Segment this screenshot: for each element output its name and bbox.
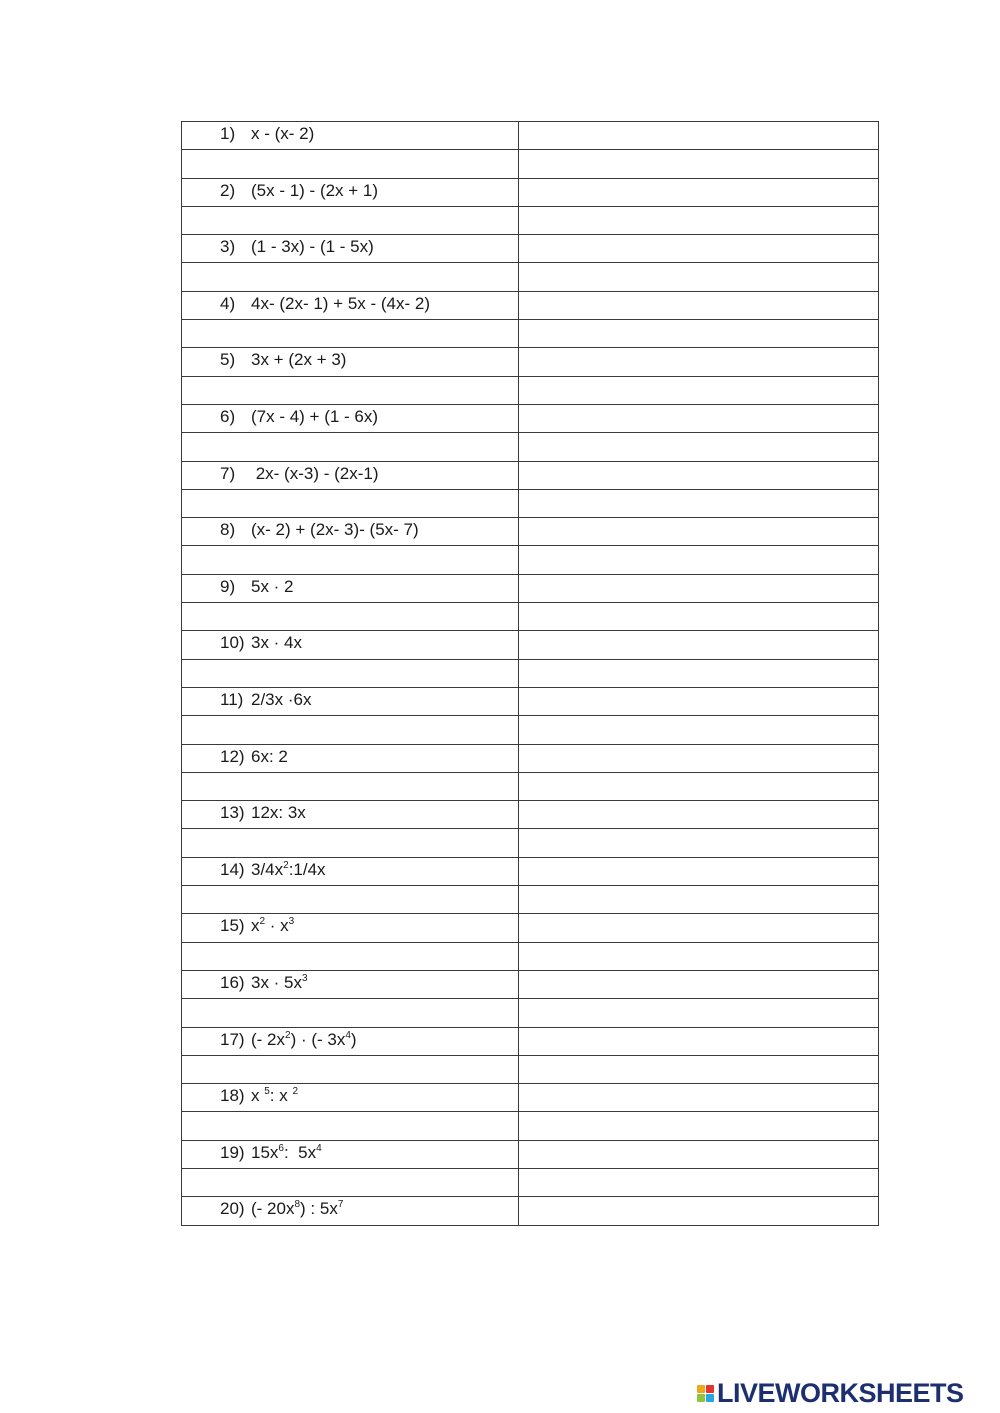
blank-cell[interactable] — [519, 886, 879, 914]
exercise-number: 15) — [220, 916, 245, 936]
liveworksheets-logo — [697, 1378, 964, 1408]
blank-cell[interactable] — [519, 1055, 879, 1083]
blank-row — [182, 659, 879, 687]
exercise-expression — [182, 235, 518, 257]
answer-cell[interactable] — [519, 970, 879, 998]
exercise-expression — [182, 914, 518, 936]
expression-part: 5x · 2 — [251, 576, 294, 596]
blank-row — [182, 1168, 879, 1196]
exponent: 2 — [283, 859, 289, 871]
answer-cell[interactable] — [519, 1197, 879, 1225]
expression-part: (x- 2) + (2x- 3)- (5x- 7) — [251, 520, 419, 540]
blank-row — [182, 1112, 879, 1140]
blank-cell[interactable] — [519, 376, 879, 404]
blank-cell[interactable] — [519, 999, 879, 1027]
blank-cell[interactable] — [182, 829, 519, 857]
expression-part: x — [251, 916, 260, 936]
blank-row — [182, 150, 879, 178]
exercise-row — [182, 404, 879, 432]
blank-cell[interactable] — [182, 1112, 519, 1140]
expression-part: 6x: 2 — [251, 746, 288, 766]
expression-part: 3x · 4x — [251, 633, 303, 653]
exercise-expression — [182, 518, 518, 540]
blank-cell[interactable] — [519, 546, 879, 574]
expression-part: : 5x — [283, 1142, 317, 1162]
blank-cell[interactable] — [182, 772, 519, 800]
exercise-cell — [182, 122, 519, 150]
exercise-text — [251, 1030, 357, 1050]
answer-cell[interactable] — [519, 687, 879, 715]
expression-part: 3x · 5x — [251, 972, 303, 992]
blank-row — [182, 206, 879, 234]
exercise-cell — [182, 235, 519, 263]
exercise-expression — [182, 292, 518, 314]
answer-cell[interactable] — [519, 291, 879, 319]
answer-cell[interactable] — [519, 178, 879, 206]
exercise-text — [251, 633, 302, 653]
expression-part: 2x- (x-3) - (2x-1) — [251, 463, 379, 483]
exercise-expression — [182, 1028, 518, 1050]
exercise-cell — [182, 1197, 519, 1225]
exercise-cell — [182, 518, 519, 546]
exercise-row — [182, 687, 879, 715]
answer-cell[interactable] — [519, 857, 879, 885]
exercise-row — [182, 1197, 879, 1225]
expression-part: (- 20x — [251, 1199, 295, 1219]
exercise-cell — [182, 178, 519, 206]
exercise-text — [251, 124, 314, 144]
blank-cell[interactable] — [519, 206, 879, 234]
answer-cell[interactable] — [519, 348, 879, 376]
logo-square-1 — [697, 1385, 705, 1393]
blank-cell[interactable] — [519, 772, 879, 800]
exercise-number: 2) — [220, 180, 236, 200]
answer-cell[interactable] — [519, 574, 879, 602]
exercise-expression — [182, 858, 518, 880]
exercise-row — [182, 1084, 879, 1112]
exercise-number: 20) — [220, 1199, 245, 1219]
blank-cell[interactable] — [519, 716, 879, 744]
exercise-expression — [182, 745, 518, 767]
exercise-cell — [182, 687, 519, 715]
blank-cell[interactable] — [182, 1055, 519, 1083]
logo-square-4 — [706, 1394, 714, 1402]
exercise-text — [251, 577, 294, 597]
exercise-cell — [182, 1140, 519, 1168]
exercise-expression — [182, 631, 518, 653]
blank-row — [182, 320, 879, 348]
exercise-text — [251, 747, 288, 767]
exercise-cell — [182, 914, 519, 942]
blank-row — [182, 1055, 879, 1083]
exercise-number: 13) — [220, 803, 245, 823]
blank-cell[interactable] — [182, 376, 519, 404]
exercise-row — [182, 1140, 879, 1168]
blank-row — [182, 263, 879, 291]
exponent: 4 — [345, 1029, 351, 1041]
blank-row — [182, 603, 879, 631]
blank-cell[interactable] — [182, 206, 519, 234]
exercise-cell — [182, 461, 519, 489]
exercise-text — [251, 973, 308, 993]
expression-part: x - (x- 2) — [251, 124, 315, 143]
exercise-rows — [182, 122, 879, 1226]
exercise-text — [251, 294, 430, 314]
expression-part: 3/4x — [251, 859, 284, 879]
expression-part: · x — [265, 916, 289, 936]
answer-cell[interactable] — [519, 914, 879, 942]
expression-part: x — [251, 1086, 265, 1106]
exponent: 2 — [292, 1086, 299, 1098]
expression-part: ) — [350, 1029, 357, 1049]
exercise-cell — [182, 970, 519, 998]
exercise-row — [182, 744, 879, 772]
exercise-expression — [182, 122, 518, 144]
expression-part: ) : 5x — [300, 1199, 338, 1219]
blank-cell[interactable] — [182, 999, 519, 1027]
exercise-text — [251, 407, 378, 427]
blank-cell[interactable] — [519, 320, 879, 348]
exercise-number: 19) — [220, 1142, 245, 1162]
exercise-row — [182, 914, 879, 942]
exercise-number: 14) — [220, 859, 245, 879]
exercise-cell — [182, 1084, 519, 1112]
exercise-number: 16) — [220, 972, 245, 992]
blank-row — [182, 886, 879, 914]
expression-part: : x — [269, 1086, 293, 1106]
blank-row — [182, 942, 879, 970]
blank-cell[interactable] — [182, 433, 519, 461]
exercise-expression — [182, 179, 518, 201]
exponent: 2 — [259, 916, 266, 928]
exercise-number: 12) — [220, 746, 245, 766]
exercise-text — [251, 181, 378, 201]
exercise-cell — [182, 348, 519, 376]
exercise-cell — [182, 744, 519, 772]
blank-cell[interactable] — [519, 603, 879, 631]
blank-cell[interactable] — [519, 1112, 879, 1140]
brand-name: LIVEWORKSHEETS — [717, 1377, 964, 1408]
answer-cell[interactable] — [519, 1027, 879, 1055]
blank-row — [182, 489, 879, 517]
exercise-number: 11) — [220, 689, 244, 709]
exponent: 3 — [302, 972, 308, 984]
exercise-number: 5) — [220, 350, 236, 370]
blank-cell[interactable] — [182, 150, 519, 178]
exercise-expression — [182, 801, 518, 823]
exercise-expression — [182, 688, 518, 710]
exercise-row — [182, 574, 879, 602]
answer-cell[interactable] — [519, 801, 879, 829]
blank-cell[interactable] — [519, 659, 879, 687]
exercise-text — [251, 860, 326, 880]
blank-cell[interactable] — [182, 546, 519, 574]
expression-part: 15x — [251, 1142, 279, 1162]
exercise-cell — [182, 1027, 519, 1055]
exercise-number: 8) — [220, 520, 236, 540]
blank-row — [182, 546, 879, 574]
exercise-row — [182, 461, 879, 489]
answer-cell[interactable] — [519, 631, 879, 659]
exercise-row — [182, 178, 879, 206]
exercise-number: 6) — [220, 406, 236, 426]
expression-part: 3x + (2x + 3) — [251, 350, 347, 370]
exercise-number: 4) — [220, 293, 236, 313]
blank-cell[interactable] — [182, 716, 519, 744]
blank-cell[interactable] — [182, 489, 519, 517]
blank-cell[interactable] — [182, 263, 519, 291]
exercise-row — [182, 348, 879, 376]
exercise-cell — [182, 631, 519, 659]
exercise-text — [251, 803, 306, 823]
blank-cell[interactable] — [519, 489, 879, 517]
exercise-text — [251, 350, 346, 370]
answer-cell[interactable] — [519, 404, 879, 432]
exercise-text — [251, 1086, 298, 1106]
blank-row — [182, 829, 879, 857]
exercise-row — [182, 631, 879, 659]
exercise-expression — [182, 1084, 518, 1106]
blank-cell[interactable] — [519, 1168, 879, 1196]
expression-part: (1 - 3x) - (1 - 5x) — [251, 237, 374, 257]
exercise-text — [251, 237, 374, 257]
exercise-expression — [182, 1197, 518, 1219]
blank-cell[interactable] — [182, 320, 519, 348]
expression-part: 2/3x ·6x — [251, 689, 312, 709]
blank-cell[interactable] — [519, 263, 879, 291]
exercise-text — [251, 1143, 322, 1163]
exercise-cell — [182, 404, 519, 432]
blank-cell[interactable] — [182, 603, 519, 631]
answer-cell[interactable] — [519, 518, 879, 546]
exercise-text — [251, 464, 379, 484]
exponent: 4 — [316, 1142, 322, 1154]
logo-square-3 — [697, 1394, 705, 1402]
exercise-row — [182, 801, 879, 829]
exercise-expression — [182, 348, 518, 370]
exercise-expression — [182, 405, 518, 427]
expression-part: (7x - 4) + (1 - 6x) — [251, 406, 379, 426]
answer-cell[interactable] — [519, 1140, 879, 1168]
exponent: 2 — [285, 1029, 291, 1041]
answer-cell[interactable] — [519, 235, 879, 263]
blank-row — [182, 999, 879, 1027]
exercise-row — [182, 518, 879, 546]
exercise-number: 7) — [220, 463, 236, 483]
exercise-text — [251, 520, 419, 540]
blank-cell[interactable] — [519, 942, 879, 970]
exercise-cell — [182, 291, 519, 319]
exercise-number: 9) — [220, 576, 236, 596]
answer-cell[interactable] — [519, 744, 879, 772]
answer-cell[interactable] — [519, 1084, 879, 1112]
expression-part: ) · (- 3x — [290, 1029, 346, 1049]
exercise-expression — [182, 575, 518, 597]
exercise-expression — [182, 971, 518, 993]
exponent: 6 — [278, 1142, 284, 1154]
exercise-row — [182, 235, 879, 263]
exercise-text — [251, 916, 294, 936]
exercise-row — [182, 291, 879, 319]
exponent: 7 — [337, 1199, 344, 1211]
exercise-cell — [182, 857, 519, 885]
blank-row — [182, 716, 879, 744]
exercise-number: 3) — [220, 237, 236, 257]
exercise-number: 10) — [220, 633, 245, 653]
exercise-row — [182, 857, 879, 885]
blank-cell[interactable] — [519, 829, 879, 857]
expression-part: 12x: 3x — [251, 803, 306, 823]
blank-cell[interactable] — [182, 942, 519, 970]
exercise-number: 1) — [220, 124, 236, 143]
exercise-expression — [182, 462, 518, 484]
exercise-row — [182, 1027, 879, 1055]
logo-mark-icon — [697, 1385, 714, 1402]
answer-cell[interactable] — [519, 122, 879, 150]
blank-cell[interactable] — [519, 433, 879, 461]
blank-row — [182, 772, 879, 800]
exercise-expression — [182, 1141, 518, 1163]
blank-cell[interactable] — [182, 659, 519, 687]
expression-part: :1/4x — [288, 859, 326, 879]
answer-cell[interactable] — [519, 461, 879, 489]
blank-cell[interactable] — [182, 886, 519, 914]
exponent: 5 — [264, 1086, 270, 1098]
exponent: 8 — [294, 1199, 301, 1211]
blank-cell[interactable] — [182, 1168, 519, 1196]
expression-part: 4x- (2x- 1) + 5x - (4x- 2) — [251, 293, 431, 313]
exercise-number: 17) — [220, 1029, 245, 1049]
exponent: 3 — [288, 916, 295, 928]
exercise-text — [251, 690, 311, 710]
exercise-table — [181, 121, 879, 1226]
blank-row — [182, 376, 879, 404]
exercise-row — [182, 970, 879, 998]
exercise-cell — [182, 801, 519, 829]
exercise-text — [251, 1199, 343, 1219]
blank-cell[interactable] — [519, 150, 879, 178]
exercise-number: 18) — [220, 1086, 245, 1106]
logo-square-2 — [706, 1385, 714, 1393]
expression-part: (5x - 1) - (2x + 1) — [251, 180, 379, 200]
exercise-cell — [182, 574, 519, 602]
blank-row — [182, 433, 879, 461]
exercise-row — [182, 122, 879, 150]
expression-part: (- 2x — [251, 1029, 285, 1049]
